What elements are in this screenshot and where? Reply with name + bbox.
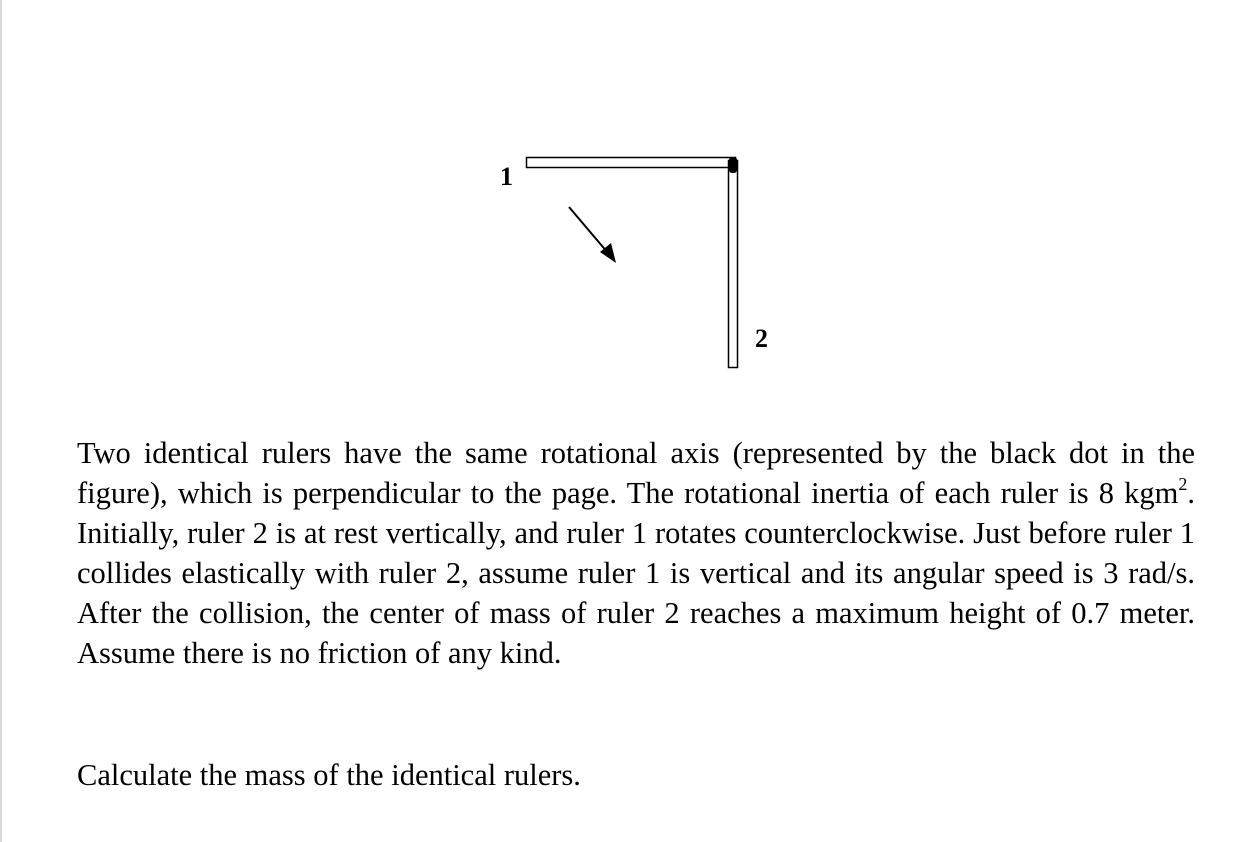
- ruler-figure: [2, 0, 1239, 420]
- problem-statement: [77, 433, 1195, 673]
- unit-superscript: 2: [1178, 474, 1188, 494]
- ruler-2-label: 2: [755, 324, 768, 353]
- rotation-arrow-shaft: [569, 207, 608, 253]
- problem-text-part1: Two identical rulers have the same rotational axis (represented by the black dot in the figure), which is perpendicular to the page. The rotational inertia of each ruler is 8 kgm: [77, 436, 1195, 510]
- rotation-axis-dot: [729, 157, 737, 173]
- problem-text-part2: . Initially, ruler 2 is at rest vertically, and ruler 1 rotates counterclockwise. Just before ruler 1 collides elastically with ruler 2, assume ruler 1 is vertical and its angular speed is 3 rad/s. After the collision, the center of mass of ruler 2 reaches a maximum height of 0.7 meter. Assume there is no friction of any kind.: [77, 476, 1195, 670]
- ruler-diagram: [2, 0, 1239, 420]
- ruler-1: [527, 158, 736, 168]
- ruler-1-label: 1: [500, 162, 513, 191]
- question-text: Calculate the mass of the identical rulers.: [77, 758, 581, 792]
- ruler-2: [729, 161, 738, 368]
